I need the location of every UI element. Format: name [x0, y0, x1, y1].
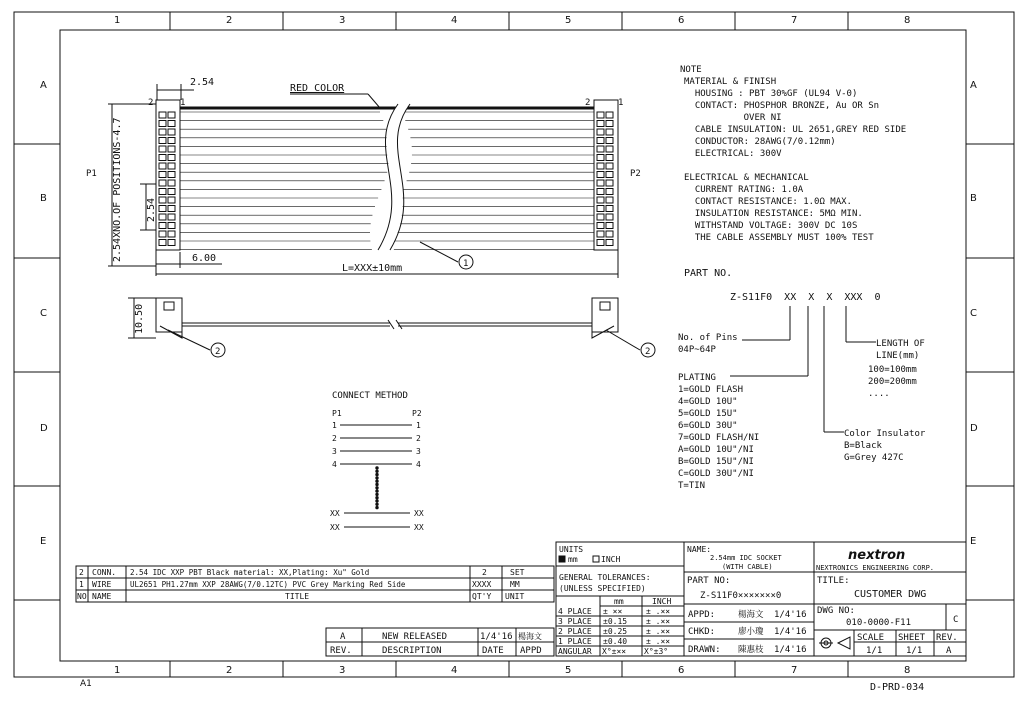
connector-pin [159, 138, 166, 144]
revision-table [326, 628, 554, 656]
svg-text:CUSTOMER DWG: CUSTOMER DWG [854, 589, 927, 600]
connector-pin [168, 138, 175, 144]
connector-pin [159, 223, 166, 229]
svg-text:1/4'16: 1/4'16 [774, 627, 807, 637]
svg-text:INCH: INCH [652, 597, 672, 606]
connect-p2: P2 [412, 409, 422, 418]
col-label: 5 [565, 665, 572, 676]
svg-text:G=Grey 427C: G=Grey 427C [844, 453, 904, 463]
svg-text:2: 2 [79, 568, 84, 577]
svg-text:INSULATION RESISTANCE: 5MΩ MIN: INSULATION RESISTANCE: 5MΩ MIN. [684, 209, 863, 219]
col-label: 1 [114, 15, 121, 26]
svg-text:DESCRIPTION: DESCRIPTION [382, 646, 442, 656]
pin-number: 2 [148, 98, 154, 108]
connector-pin [168, 189, 175, 195]
connector-pin [168, 163, 175, 169]
part-number-block [678, 268, 926, 491]
svg-text:±0.25: ±0.25 [603, 627, 628, 636]
connector-pin [168, 112, 175, 118]
col-label: 3 [339, 665, 346, 676]
svg-text:X°±××: X°±×× [602, 647, 627, 656]
svg-text:2 PLACE: 2 PLACE [558, 627, 592, 636]
svg-text:楊海文: 楊海文 [518, 632, 542, 641]
svg-text:1: 1 [79, 580, 84, 589]
svg-text:A: A [340, 632, 346, 642]
dim-length: L=XXX±10mm [342, 263, 403, 274]
part-no-code: Z-S11F0 XX X X XXX 0 [730, 292, 881, 303]
svg-text:1/1: 1/1 [906, 646, 923, 656]
svg-text:3: 3 [332, 447, 337, 456]
bom-table [76, 566, 554, 602]
row-label: A [40, 80, 47, 91]
svg-text:DWG NO:: DWG NO: [817, 606, 855, 616]
col-label: 7 [791, 15, 798, 26]
svg-text:GENERAL TOLERANCES:: GENERAL TOLERANCES: [559, 573, 651, 582]
col-label: 2 [226, 15, 233, 26]
svg-text:XX: XX [414, 523, 424, 532]
svg-text:REV.: REV. [330, 646, 352, 656]
red-color-label: RED COLOR [290, 83, 345, 94]
connector-pin [597, 180, 604, 186]
connector-pin [168, 214, 175, 220]
svg-text:1: 1 [332, 421, 337, 430]
svg-text:ANGULAR: ANGULAR [558, 647, 592, 656]
svg-text:T=TIN: T=TIN [678, 481, 706, 491]
sheet-size: A1 [80, 679, 92, 689]
connector-pin [597, 138, 604, 144]
connector-pin [597, 146, 604, 152]
svg-text:UL2651 PH1.27mm XXP 28AWG(7/0.: UL2651 PH1.27mm XXP 28AWG(7/0.12TC) PVC Grey Marking Red Side [130, 580, 406, 589]
svg-text:010-0000-F11: 010-0000-F11 [846, 618, 912, 628]
connector-pin [597, 206, 604, 212]
dim-height: 10.50 [134, 303, 145, 334]
svg-text:1: 1 [416, 421, 421, 430]
svg-text:2.54 IDC XXP PBT Black materia: 2.54 IDC XXP PBT Black material: XX,Plating: Xu" Gold [130, 568, 370, 577]
connector-pin [597, 223, 604, 229]
connector-pin [168, 197, 175, 203]
svg-text:LINE(mm): LINE(mm) [876, 351, 920, 361]
svg-text:DRAWN:: DRAWN: [688, 645, 721, 655]
svg-text:NAME:: NAME: [687, 545, 712, 554]
color-label: Color Insulator [844, 429, 926, 439]
connector-pin [597, 121, 604, 127]
ribbon-wires [180, 112, 594, 250]
ellipsis-dot [375, 473, 378, 476]
svg-text:1/4'16: 1/4'16 [480, 632, 513, 642]
connector-pin [597, 189, 604, 195]
row-label: D [970, 423, 978, 434]
connector-pin [606, 138, 613, 144]
connector-pin [597, 172, 604, 178]
svg-text:mm: mm [568, 555, 578, 564]
connector-pin [597, 163, 604, 169]
connector-pin [168, 146, 175, 152]
pin-number: 2 [585, 98, 591, 108]
connector-pin [168, 240, 175, 246]
svg-text:UNITS: UNITS [559, 545, 584, 554]
pin-grid-left [159, 112, 175, 246]
connector-pin [597, 129, 604, 135]
svg-text:B=Black: B=Black [844, 441, 882, 451]
title-block [684, 542, 966, 656]
svg-text:NAME: NAME [92, 592, 112, 601]
units-block [556, 542, 684, 656]
svg-text:3 PLACE: 3 PLACE [558, 617, 592, 626]
col-label: 2 [226, 665, 233, 676]
ellipsis-dot [375, 470, 378, 473]
svg-text:1=GOLD FLASH: 1=GOLD FLASH [678, 385, 744, 395]
connector-pin [606, 214, 613, 220]
svg-text:PART NO:: PART NO: [687, 576, 731, 586]
dim-pitch-side: 2.54 [146, 197, 157, 222]
connector-pin [606, 189, 613, 195]
notes-title: NOTE [680, 65, 702, 75]
svg-text:XX: XX [414, 509, 424, 518]
svg-text:CONN.: CONN. [92, 568, 117, 577]
svg-text:± .××: ± .×× [646, 637, 671, 646]
svg-text:QT'Y: QT'Y [472, 592, 492, 601]
dim-positions: 2.54XNO.OF POSITIONS-4.7 [112, 117, 123, 262]
connector-pin [606, 155, 613, 161]
notes-block [680, 65, 906, 243]
svg-text:....: .... [868, 389, 890, 399]
connector-pin [606, 231, 613, 237]
connector-pin [597, 155, 604, 161]
ellipsis-dot [375, 480, 378, 483]
svg-text:THE CABLE ASSEMBLY MUST 100% T: THE CABLE ASSEMBLY MUST 100% TEST [684, 233, 874, 243]
svg-text:7=GOLD FLASH/NI: 7=GOLD FLASH/NI [678, 433, 760, 443]
row-label: B [40, 193, 47, 204]
connector-pin [159, 206, 166, 212]
svg-text:CURRENT RATING: 1.0A: CURRENT RATING: 1.0A [684, 185, 804, 195]
connector-pin [168, 231, 175, 237]
row-label: E [40, 536, 47, 547]
ellipsis-dot [375, 493, 378, 496]
connector-pin [159, 172, 166, 178]
connector-pin [159, 180, 166, 186]
connector-pin [159, 163, 166, 169]
svg-text:廖小瓊: 廖小瓊 [738, 627, 764, 637]
ellipsis-dot [375, 483, 378, 486]
svg-text:±0.15: ±0.15 [603, 617, 628, 626]
col-label: 7 [791, 665, 798, 676]
connector-pin [159, 129, 166, 135]
svg-text:APPD: APPD [520, 646, 542, 656]
dim-pitch: 2.54 [190, 77, 215, 88]
svg-text:A=GOLD 10U"/NI: A=GOLD 10U"/NI [678, 445, 754, 455]
svg-text:TITLE: TITLE [285, 592, 310, 601]
connector-pin [159, 231, 166, 237]
projection-symbol [819, 637, 850, 649]
svg-text:1/4'16: 1/4'16 [774, 645, 807, 655]
callout-2: 2 [215, 347, 221, 357]
svg-text:2: 2 [416, 434, 421, 443]
connector-pin [606, 223, 613, 229]
svg-text:4=GOLD 10U": 4=GOLD 10U" [678, 397, 738, 407]
connect-method-title: CONNECT METHOD [332, 391, 408, 401]
svg-text:LENGTH OF: LENGTH OF [876, 339, 925, 349]
connector-pin [168, 129, 175, 135]
col-label: 6 [678, 15, 685, 26]
connector-pin [159, 112, 166, 118]
connect-p1: P1 [332, 409, 342, 418]
svg-text:WITHSTAND VOLTAGE: 300V DC 10S: WITHSTAND VOLTAGE: 300V DC 10S [684, 221, 858, 231]
connector-pin [159, 240, 166, 246]
svg-text:± .××: ± .×× [646, 617, 671, 626]
connector-pin [168, 223, 175, 229]
svg-text:5=GOLD 15U": 5=GOLD 15U" [678, 409, 738, 419]
pins-label: No. of Pins [678, 333, 738, 343]
ellipsis-dot [375, 499, 378, 502]
connector-pin [606, 206, 613, 212]
svg-text:C: C [953, 615, 959, 625]
svg-text:ELECTRICAL & MECHANICAL: ELECTRICAL & MECHANICAL [684, 173, 809, 183]
svg-text:INCH: INCH [601, 555, 621, 564]
svg-text:NO: NO [77, 592, 87, 601]
connector-pin [168, 180, 175, 186]
p1-label: P1 [86, 169, 97, 179]
col-label: 3 [339, 15, 346, 26]
svg-text:APPD:: APPD: [688, 610, 716, 620]
svg-text:4: 4 [416, 460, 421, 469]
svg-text:± .××: ± .×× [646, 607, 671, 616]
svg-text:200=200mm: 200=200mm [868, 377, 917, 387]
part-no-label: PART NO. [684, 268, 733, 279]
connector-pin [168, 121, 175, 127]
plating-label: PLATING [678, 373, 716, 383]
ellipsis-dot [375, 466, 378, 469]
svg-text:XX: XX [330, 523, 340, 532]
dim-offset: 6.00 [192, 253, 217, 264]
svg-text:陳惠枝: 陳惠枝 [738, 645, 764, 655]
svg-text:± .××: ± .×× [646, 627, 671, 636]
svg-text:MM: MM [510, 580, 520, 589]
col-label: 5 [565, 15, 572, 26]
svg-text:CONTACT RESISTANCE: 1.0Ω MAX.: CONTACT RESISTANCE: 1.0Ω MAX. [684, 197, 852, 207]
cable-top-view [86, 77, 641, 278]
svg-text:UNIT: UNIT [505, 592, 525, 601]
connector-pin [597, 231, 604, 237]
svg-text:± ××: ± ×× [603, 607, 623, 616]
svg-text:MATERIAL & FINISH: MATERIAL & FINISH [684, 77, 777, 87]
doc-code: D-PRD-034 [870, 682, 925, 693]
svg-text:4: 4 [332, 460, 337, 469]
svg-text:楊海文: 楊海文 [738, 610, 764, 620]
connector-pin [168, 172, 175, 178]
svg-text:(UNLESS SPECIFIED): (UNLESS SPECIFIED) [559, 584, 646, 593]
svg-text:Z-S11F0×××××××0: Z-S11F0×××××××0 [700, 591, 782, 601]
connector-pin [606, 197, 613, 203]
ellipsis-dots [375, 466, 378, 509]
pin-grid-right [597, 112, 613, 246]
svg-text:HOUSING : PBT 30%GF (UL94 V-0): HOUSING : PBT 30%GF (UL94 V-0) [684, 89, 858, 99]
col-label: 4 [451, 15, 458, 26]
callout-2: 2 [645, 347, 651, 357]
connector-pin [159, 155, 166, 161]
callout-1: 1 [463, 259, 469, 269]
connector-pin [597, 197, 604, 203]
svg-text:1/4'16: 1/4'16 [774, 610, 807, 620]
svg-text:C=GOLD 30U"/NI: C=GOLD 30U"/NI [678, 469, 754, 479]
connector-pin [159, 189, 166, 195]
svg-text:NEXTRONICS ENGINEERING CORP.: NEXTRONICS ENGINEERING CORP. [816, 564, 935, 572]
svg-text:6=GOLD 30U": 6=GOLD 30U" [678, 421, 738, 431]
svg-text:ELECTRICAL: 300V: ELECTRICAL: 300V [684, 149, 782, 159]
svg-text:TITLE:: TITLE: [817, 576, 850, 586]
connector-pin [606, 112, 613, 118]
svg-text:DATE: DATE [482, 646, 504, 656]
pin-number: 1 [618, 98, 624, 108]
p2-label: P2 [630, 169, 641, 179]
svg-text:SHEET: SHEET [898, 633, 926, 643]
connector-pin [606, 240, 613, 246]
company-logo: nextron [848, 548, 906, 563]
svg-text:A: A [946, 646, 952, 656]
connector-pin [606, 121, 613, 127]
svg-text:4 PLACE: 4 PLACE [558, 607, 592, 616]
svg-text:1 PLACE: 1 PLACE [558, 637, 592, 646]
svg-text:REV.: REV. [936, 633, 958, 643]
svg-text:2: 2 [332, 434, 337, 443]
svg-text:SET: SET [510, 568, 525, 577]
svg-text:CABLE INSULATION: UL 2651,GREY: CABLE INSULATION: UL 2651,GREY RED SIDE [684, 125, 907, 135]
pin-number: 1 [180, 98, 186, 108]
ellipsis-dot [375, 489, 378, 492]
connector-pin [597, 240, 604, 246]
row-label: E [970, 536, 977, 547]
col-label: 8 [904, 665, 911, 676]
svg-text:SCALE: SCALE [857, 633, 885, 643]
ellipsis-dot [375, 476, 378, 479]
connector-pin [159, 121, 166, 127]
svg-text:X°±3°: X°±3° [644, 647, 669, 656]
connector-pin [606, 146, 613, 152]
row-label: A [970, 80, 977, 91]
connector-pin [159, 146, 166, 152]
ellipsis-dot [375, 506, 378, 509]
connector-pin [168, 155, 175, 161]
svg-text:mm: mm [614, 597, 624, 606]
svg-text:3: 3 [416, 447, 421, 456]
ellipsis-dot [375, 503, 378, 506]
svg-text:CHKD:: CHKD: [688, 627, 716, 637]
svg-text:2.54mm IDC SOCKET: 2.54mm IDC SOCKET [710, 554, 782, 562]
svg-text:NEW RELEASED: NEW RELEASED [382, 632, 448, 642]
svg-text:1/1: 1/1 [866, 646, 883, 656]
svg-text:XX: XX [330, 509, 340, 518]
connector-pin [159, 197, 166, 203]
svg-text:2: 2 [482, 568, 487, 577]
svg-text:CONTACT: PHOSPHOR BRONZE, Au O: CONTACT: PHOSPHOR BRONZE, Au OR Sn [684, 101, 880, 111]
row-label: C [970, 308, 977, 319]
connector-pin [606, 172, 613, 178]
svg-text:(WITH CABLE): (WITH CABLE) [722, 563, 773, 571]
connector-pin [606, 163, 613, 169]
col-label: 6 [678, 665, 685, 676]
svg-text:CONDUCTOR: 28AWG(7/0.12mm): CONDUCTOR: 28AWG(7/0.12mm) [684, 137, 836, 147]
ellipsis-dot [375, 486, 378, 489]
ellipsis-dot [375, 496, 378, 499]
connector-pin [597, 112, 604, 118]
svg-text:OVER NI: OVER NI [684, 113, 782, 123]
row-label: C [40, 308, 47, 319]
connector-pin [597, 214, 604, 220]
row-label: D [40, 423, 48, 434]
svg-text:XXXX: XXXX [472, 580, 492, 589]
col-label: 4 [451, 665, 458, 676]
svg-text:100=100mm: 100=100mm [868, 365, 917, 375]
connector-pin [606, 129, 613, 135]
connector-pin [159, 214, 166, 220]
connect-method [330, 391, 424, 532]
svg-text:±0.40: ±0.40 [603, 637, 628, 646]
pins-range: 04P~64P [678, 345, 716, 355]
col-label: 1 [114, 665, 121, 676]
svg-text:WIRE: WIRE [92, 580, 112, 589]
col-label: 8 [904, 15, 911, 26]
connector-pin [168, 206, 175, 212]
row-label: B [970, 193, 977, 204]
svg-text:B=GOLD 15U"/NI: B=GOLD 15U"/NI [678, 457, 754, 467]
connector-pin [606, 180, 613, 186]
cable-side-view [128, 298, 655, 357]
